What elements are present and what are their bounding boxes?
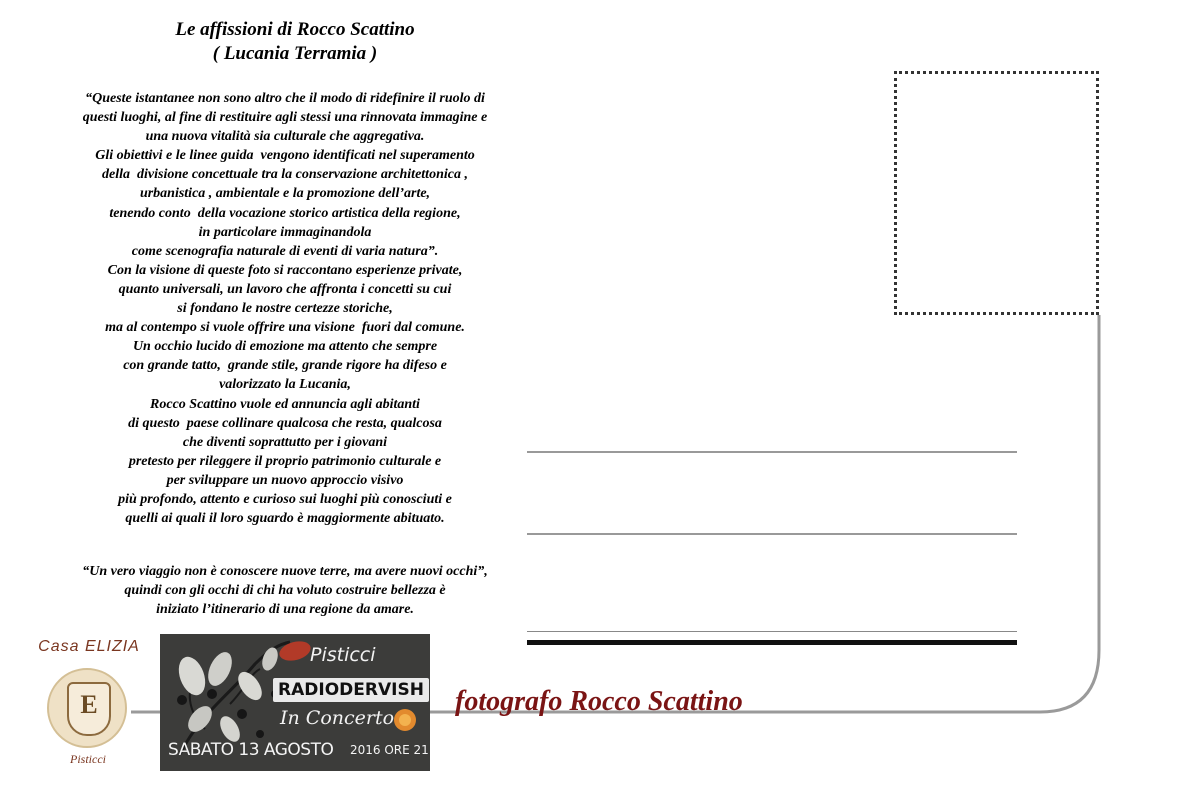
body-line: di questo paese collinare qualcosa che resta, qualcosa (128, 415, 442, 431)
page-subtitle: ( Lucania Terramia ) (212, 43, 378, 64)
body-line: che diventi soprattutto per i giovani (182, 434, 388, 450)
body-text (10, 89, 560, 528)
body-line: si fondano le nostre certezze storiche, (177, 301, 393, 317)
body-line: della divisione concettuale tra la conservazione architettonica , (102, 167, 468, 183)
closing-quote (10, 562, 560, 619)
crest-icon (47, 668, 127, 748)
quote-line: quindi con gli occhi di chi ha voluto costruire bellezza è (124, 583, 446, 599)
shield-icon (67, 682, 111, 736)
page-title: Le affissioni di Rocco Scattino (175, 19, 415, 40)
poster-subtitle: In Concerto (280, 707, 395, 729)
photographer-credit: fotografo Rocco Scattino (455, 686, 743, 717)
poster-date: SABATO 13 AGOSTO (168, 740, 334, 760)
body-line: ma al contempo si vuole offrire una visione fuori dal comune. (105, 320, 465, 336)
body-line: urbanistica , ambientale e la promozione dell’arte, (139, 186, 431, 202)
body-line: più profondo, attento e curioso sui luoghi più conosciuti e (118, 491, 452, 507)
body-line: quanto universali, un lavoro che affronta i concetti su cui (118, 281, 452, 297)
body-line: “Queste istantanee non sono altro che il modo di ridefinire il ruolo di (85, 91, 485, 106)
crest-letter: E (80, 690, 98, 719)
body-line: come scenografia naturale di eventi di varia natura”. (131, 243, 439, 259)
body-line: Con la visione di queste foto si raccontano esperienze private, (107, 262, 463, 278)
logo-name: Casa ELIZIA (38, 638, 140, 655)
body-line: una nuova vitalità sia culturale che aggregativa. (145, 129, 425, 145)
address-line-bold (527, 640, 1017, 645)
poster-year-time: 2016 ORE 21 (350, 743, 429, 757)
body-line: quelli ai quali il loro sguardo è maggiormente abituato. (125, 511, 445, 527)
stamp-placeholder (894, 71, 1099, 315)
body-line: tenendo conto della vocazione storico artistica della regione, (109, 205, 461, 221)
body-line: con grande tatto, grande stile, grande rigore ha difeso e (123, 358, 447, 374)
logo-town: Pisticci (70, 752, 106, 766)
body-line: Rocco Scattino vuole ed annuncia agli abitanti (150, 396, 420, 412)
quote-line: “Un vero viaggio non è conoscere nuove terre, ma avere nuovi occhi”, (82, 564, 488, 579)
quote-line: iniziato l’itinerario di una regione da amare. (156, 602, 414, 618)
address-line (527, 533, 1017, 535)
body-line: valorizzato la Lucania, (219, 377, 351, 393)
body-line: in particolare immaginandola (198, 224, 372, 240)
body-line: Gli obiettivi e le linee guida vengono identificati nel superamento (95, 148, 475, 164)
poster-town: Pisticci (310, 644, 376, 666)
address-line (527, 631, 1017, 632)
concert-poster (160, 634, 430, 771)
body-line: questi luoghi, al fine di restituire agli stessi una rinnovata immagine e (82, 110, 488, 126)
body-line: per sviluppare un nuovo approccio visivo (166, 472, 404, 488)
body-line: Un occhio lucido di emozione ma attento che sempre (132, 339, 438, 355)
address-line (527, 451, 1017, 453)
poster-band-name: RADIODERVISH (273, 678, 429, 702)
body-line: pretesto per rileggere il proprio patrimonio culturale e (128, 453, 442, 469)
